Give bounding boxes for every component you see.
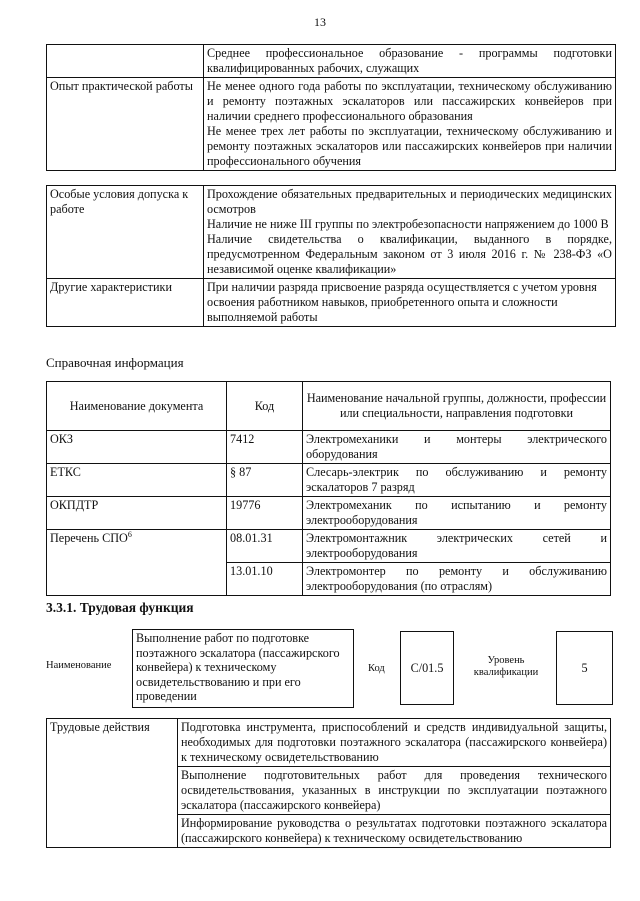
action-item: Подготовка инструмента, приспособлений и средств индивидуальной защиты, необходимых для подготовки поэтажного эскалатора (пассажирского конвейера) к техническому освидетельствованию	[178, 719, 611, 767]
page-number: 13	[314, 15, 326, 29]
row-label: Особые условия допуска к работе	[47, 186, 204, 279]
header-cell: Наименование начальной группы, должности, профессии или специальности, направления подготовки	[303, 382, 611, 431]
table-row	[47, 45, 616, 78]
labour-actions-table	[46, 718, 611, 848]
action-item: Выполнение подготовительных работ для проведения технического освидетельствования, указанных в инструкции по эксплуатации поэтажного эскалатора (пассажирского конвейера)	[178, 767, 611, 815]
table-row	[47, 186, 616, 279]
section-title: 3.3.1. Трудовая функция	[46, 600, 194, 615]
name-cell: Слесарь-электрик по обслуживанию и ремонту эскалаторов 7 разряд	[303, 464, 611, 497]
doc-cell: ОКПДТР	[47, 497, 227, 530]
code-cell: 08.01.31	[227, 530, 303, 563]
conditions-table	[46, 185, 616, 327]
doc-name: Перечень СПО	[50, 531, 128, 545]
text-line: Наличие не ниже III группы по электробезопасности напряжением до 1000 В	[207, 217, 609, 231]
table-row	[47, 431, 611, 464]
name-cell: Электромонтер по ремонту и обслуживанию электрооборудования (по отраслям)	[303, 563, 611, 596]
reference-caption: Справочная информация	[46, 355, 184, 370]
row-label	[47, 45, 204, 78]
actions-label: Трудовые действия	[47, 719, 178, 848]
name-cell: Электромеханики и монтеры электрического оборудования	[303, 431, 611, 464]
name-label: Наименование	[46, 660, 112, 671]
row-label: Опыт практической работы	[47, 78, 204, 171]
table-row	[47, 78, 616, 171]
code-label: Код	[368, 663, 385, 674]
row-value: При наличии разряда присвоение разряда осуществляется с учетом уровня освоения работником навыков, приобретенного опыта и сложности выполняемой работы	[204, 279, 616, 327]
row-value	[204, 78, 616, 171]
table-row	[47, 719, 611, 767]
table-row	[47, 279, 616, 327]
doc-cell	[47, 530, 227, 596]
name-cell: Электромеханик по испытанию и ремонту электрооборудования	[303, 497, 611, 530]
requirements-table	[46, 44, 616, 171]
name-cell: Электромонтажник электрических сетей и электрооборудования	[303, 530, 611, 563]
reference-table	[46, 381, 611, 596]
row-value	[204, 186, 616, 279]
table-header-row	[47, 382, 611, 431]
code-cell: 13.01.10	[227, 563, 303, 596]
row-value: Среднее профессиональное образование - программы подготовки квалифицированных рабочих, служащих	[204, 45, 616, 78]
doc-cell: ОКЗ	[47, 431, 227, 464]
doc-cell: ЕТКС	[47, 464, 227, 497]
text-line: Прохождение обязательных предварительных и периодических медицинских осмотров	[207, 187, 612, 216]
code-cell: § 87	[227, 464, 303, 497]
text-line: Наличие свидетельства о квалификации, выданного в порядке, предусмотренном Федеральным законом от 3 июля 2016 г. № 238-ФЗ «О независимой оценке квалификации»	[207, 232, 612, 276]
text-line: Не менее трех лет работы по эксплуатации, техническому обслуживанию и ремонту поэтажных эскалаторов или пассажирских конвейеров при наличии профессионального обучения	[207, 124, 612, 168]
level-label: Уровень квалификации	[473, 655, 539, 678]
header-cell: Наименование документа	[47, 382, 227, 431]
row-label: Другие характеристики	[47, 279, 204, 327]
function-name-box: Выполнение работ по подготовке поэтажного эскалатора (пассажирского конвейера) к техническому освидетельствованию и при его проведении	[132, 629, 354, 708]
code-cell: 19776	[227, 497, 303, 530]
table-row	[47, 464, 611, 497]
text-line: Не менее одного года работы по эксплуатации, техническому обслуживанию и ремонту поэтажных эскалаторов или пассажирских конвейеров при наличии среднего профессионального образования	[207, 79, 612, 123]
footnote-mark: 6	[127, 529, 132, 539]
header-cell: Код	[227, 382, 303, 431]
code-cell: 7412	[227, 431, 303, 464]
qualification-level-box: 5	[556, 631, 613, 705]
action-item: Информирование руководства о результатах подготовки поэтажного эскалатора (пассажирского конвейера) к техническому освидетельствованию	[178, 815, 611, 848]
function-code-box: С/01.5	[400, 631, 454, 705]
table-row	[47, 497, 611, 530]
table-row	[47, 530, 611, 563]
